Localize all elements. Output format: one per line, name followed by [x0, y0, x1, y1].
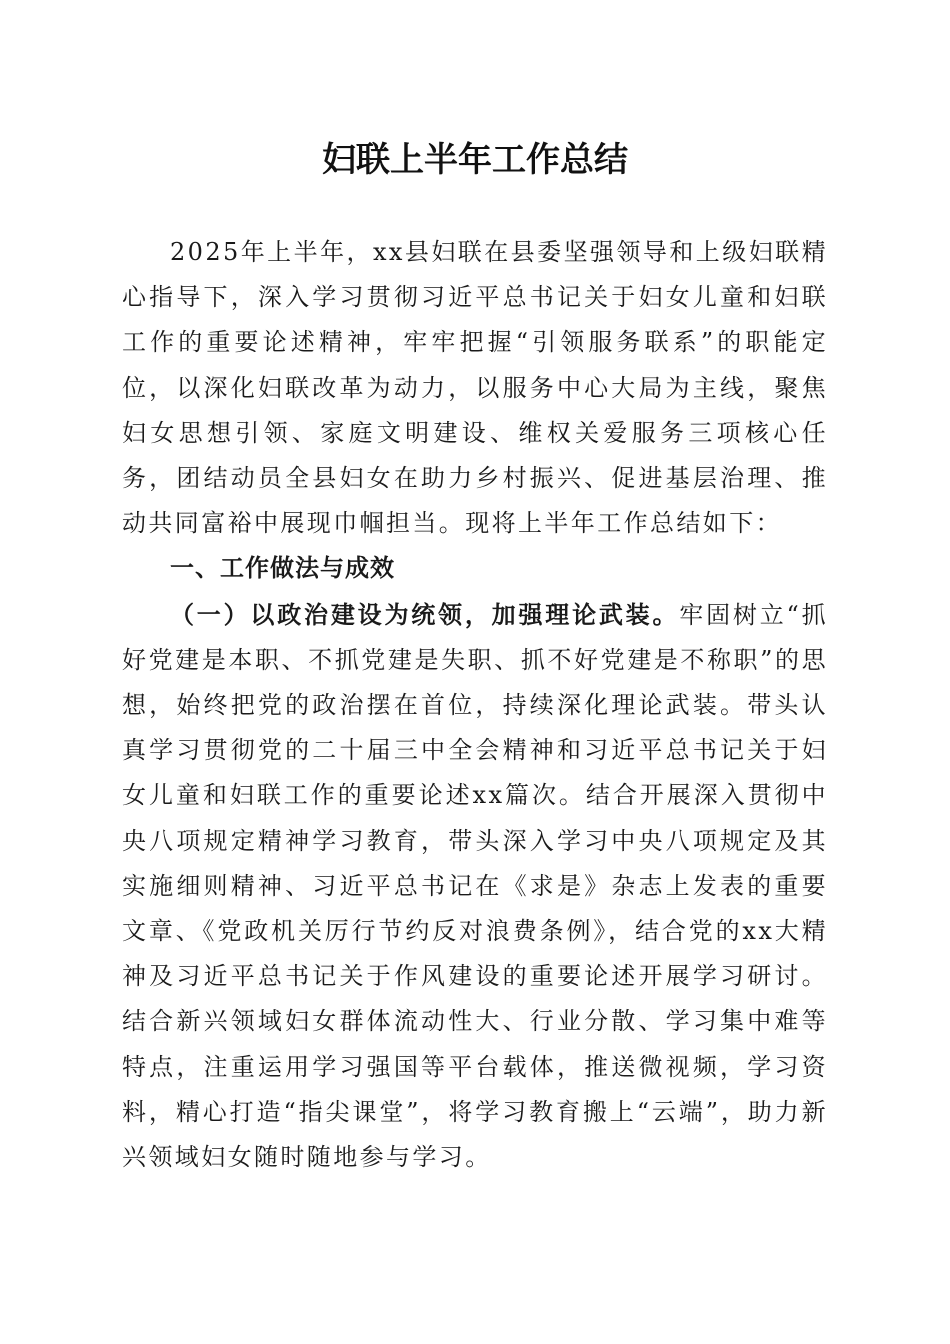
section-heading: 一、工作做法与成效: [170, 554, 395, 583]
subsection-body: 牢固树立“抓好党建是本职、不抓党建是失职、抓不好党建是不称职”的思想，始终把党的政治摆在首位，持续深化理论武装。带头认真学习贯彻党的二十届三中全会精神和习近平总书记关于妇女儿童和妇联工作的重要论述xx篇次。结合开展深入贯彻中央八项规定精神学习教育，带头深入学习中央八项规定及其实施细则精神、习近平总书记在《求是》杂志上发表的重要文章、《党政机关厉行节约反对浪费条例》，结合党的xx大精神及习近平总书记关于作风建设的重要论述开展学习研讨。结合新兴领域妇女群体流动性大、行业分散、学习集中难等特点，注重运用学习强国等平台载体，推送微视频，学习资料，精心打造“指尖课堂”，将学习教育搬上“云端”，助力新兴领域妇女随时随地参与学习。: [122, 600, 828, 1172]
intro-paragraph: 2025年上半年，xx县妇联在县委坚强领导和上级妇联精心指导下，深入学习贯彻习近平总书记关于妇女儿童和妇联工作的重要论述精神，牢牢把握“引领服务联系”的职能定位，以深化妇联改革为动力，以服务中心大局为主线，聚焦妇女思想引领、家庭文明建设、维权关爱服务三项核心任务，团结动员全县妇女在助力乡村振兴、促进基层治理、推动共同富裕中展现巾帼担当。现将上半年工作总结如下：: [122, 238, 828, 538]
document-title: 妇联上半年工作总结: [322, 140, 628, 180]
document-body: [122, 230, 828, 1180]
subsection-heading: （一）以政治建设为统领，加强理论武装。: [170, 599, 680, 629]
subsection-paragraph: [122, 592, 828, 1181]
